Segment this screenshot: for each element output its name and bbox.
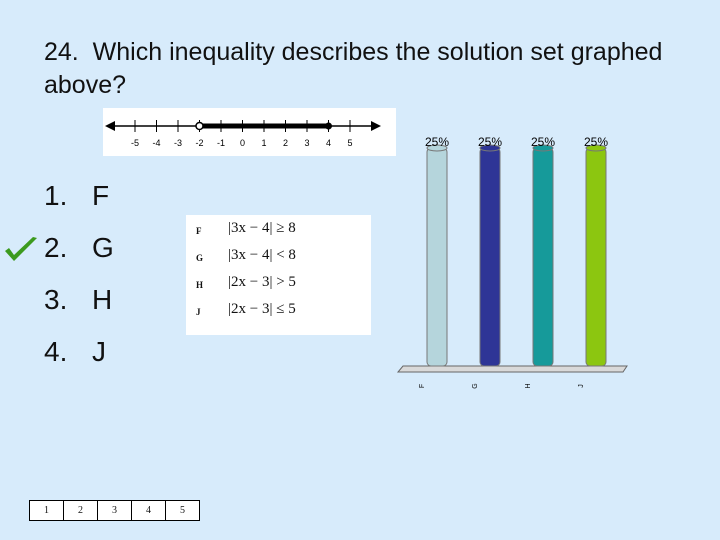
chart-floor [398,366,627,372]
inequality-letter: G [196,253,204,263]
inequality-row-j [186,300,371,326]
number-line-tick-label: 4 [325,138,332,148]
choice-number: 2. [44,232,68,263]
response-key-1[interactable]: 1 [29,500,64,521]
left-arrow-icon [105,121,115,131]
choice-letter: G [92,232,114,263]
closed-endpoint [325,123,332,130]
response-pad [30,500,200,521]
response-key-4[interactable]: 4 [131,500,166,521]
inequality-letter: J [196,307,201,317]
number-line-tick-label: 5 [347,138,353,148]
category-label: G [472,383,479,389]
inequality-expression: |2x − 3| ≤ 5 [228,301,296,317]
bar-data-label: 25% [477,135,503,149]
bar-j [586,148,606,366]
number-line-tick-label: -3 [173,138,183,148]
inequality-expression: |2x − 3| > 5 [228,274,296,290]
category-label: J [578,384,585,388]
inequality-expression: |3x − 4| < 8 [228,247,296,263]
response-key-5[interactable]: 5 [165,500,200,521]
choice-letter: H [92,284,113,315]
bar-h [533,148,553,366]
question-number: 24. [44,38,79,66]
bar-data-label: 25% [583,135,609,149]
number-line-tick-label: 0 [239,138,246,148]
response-key-2[interactable]: 2 [63,500,98,521]
question-body: Which inequality describes the solution set graphed above? [44,38,663,99]
bar-g [480,148,500,366]
number-line-tick-label: 3 [304,138,310,148]
inequality-letter: H [196,280,204,290]
number-line-tick-label: 1 [261,138,267,148]
inequality-options [186,215,371,335]
bar-data-label: 25% [424,135,450,149]
number-line-tick-label: 2 [282,138,289,148]
number-line-graph [103,108,396,156]
choice-letter: F [92,180,110,211]
inequality-row-g [186,246,371,272]
right-arrow-icon [371,121,381,131]
response-key-3[interactable]: 3 [97,500,132,521]
inequality-row-h [186,273,371,299]
category-label: H [525,383,532,389]
number-line-tick-label: -4 [152,138,161,148]
response-bar-chart [395,126,640,406]
choice-number: 3. [44,284,68,315]
number-line-tick-label: -5 [130,138,140,148]
inequality-row-f [186,219,371,245]
question-text [44,36,684,102]
choice-number: 1. [44,180,68,211]
choice-letter: J [92,336,106,367]
inequality-letter: F [196,226,202,236]
open-endpoint [196,123,203,130]
checkmark-icon [3,236,39,264]
inequality-expression: |3x − 4| ≥ 8 [228,220,296,236]
bar-data-label: 25% [530,135,556,149]
bar-f [427,148,447,366]
category-label: F [419,383,426,389]
number-line-tick-label: -2 [195,138,204,148]
choice-number: 4. [44,336,68,367]
number-line-tick-label: -1 [216,138,226,148]
